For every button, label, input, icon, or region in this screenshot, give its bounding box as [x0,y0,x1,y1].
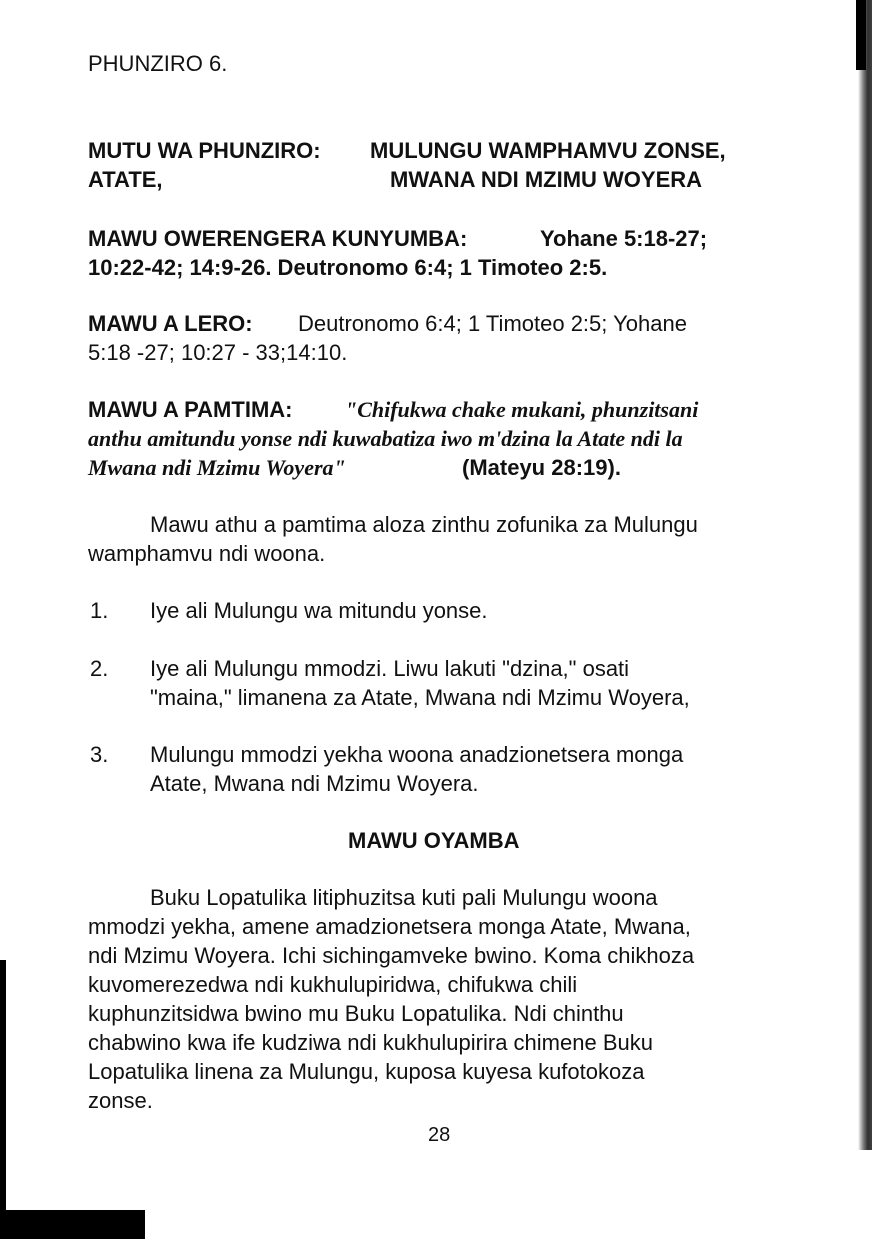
memory-quote-line2: anthu amitundu yonse ndi kuwabatiza iwo m'dzina la Atate ndi la [88,426,683,451]
home-reading-label: MAWU OWERENGERA KUNYUMBA: [88,226,468,251]
point-3-number: 3. [90,742,109,767]
memory-label: MAWU A PAMTIMA: [88,397,293,422]
memory-quote-line3: Mwana ndi Mzimu Woyera" [88,455,346,480]
home-reading-line1: Yohane 5:18-27; [540,226,708,251]
section-heading: MAWU OYAMBA [348,828,520,853]
scan-edge-bottom [0,1210,145,1239]
section-line-8: zonse. [88,1088,153,1113]
memory-quote-line1: "Chifukwa chake mukani, phunzitsani [345,397,699,422]
section-line-1: Buku Lopatulika litiphuzitsa kuti pali Mulungu woona [150,885,658,910]
intro-line1: Mawu athu a pamtima aloza zinthu zofunika za Mulungu [150,512,698,537]
section-line-7: Lopatulika linena za Mulungu, kuposa kuyesa kufotokoza [88,1059,645,1084]
scan-edge-right-top [856,0,866,70]
subject-label: MUTU WA PHUNZIRO: [88,138,321,163]
memory-reference: (Mateyu 28:19). [462,455,621,480]
scan-edge-left [0,960,6,1210]
today-label: MAWU A LERO: [88,311,253,336]
subject-value-line1: MULUNGU WAMPHAMVU ZONSE, [370,138,726,163]
section-line-2: mmodzi yekha, amene amadzionetsera monga Atate, Mwana, [88,914,691,939]
point-2-text-line1: Iye ali Mulungu mmodzi. Liwu lakuti "dzina," osati [150,656,630,681]
intro-line2: wamphamvu ndi woona. [88,541,326,566]
section-line-3: ndi Mzimu Woyera. Ichi sichingamveke bwino. Koma chikhoza [88,943,695,968]
scan-edge-right [858,0,872,1150]
section-line-4: kuvomerezedwa ndi kukhulupiridwa, chifukwa chili [88,972,578,997]
point-3-text-line1: Mulungu mmodzi yekha woona anadzionetsera monga [150,742,684,767]
home-reading-line2: 10:22-42; 14:9-26. Deutronomo 6:4; 1 Timoteo 2:5. [88,255,608,280]
point-3-text-line2: Atate, Mwana ndi Mzimu Woyera. [150,771,479,796]
subject-value-line2-right: MWANA NDI MZIMU WOYERA [390,167,703,192]
point-1-text: Iye ali Mulungu wa mitundu yonse. [150,598,488,623]
subject-value-line2-left: ATATE, [88,167,163,192]
today-line1: Deutronomo 6:4; 1 Timoteo 2:5; Yohane [298,311,687,336]
point-2-text-line2: "maina," limanena za Atate, Mwana ndi Mzimu Woyera, [150,685,690,710]
chapter-title: PHUNZIRO 6. [88,51,228,76]
page-number: 28 [428,1124,451,1146]
point-1-number: 1. [90,598,109,623]
section-line-6: chabwino kwa ife kudziwa ndi kukhulupirira chimene Buku [88,1030,653,1055]
section-line-5: kuphunzitsidwa bwino mu Buku Lopatulika. Ndi chinthu [88,1001,624,1026]
today-line2: 5:18 -27; 10:27 - 33;14:10. [88,340,348,365]
point-2-number: 2. [90,656,109,681]
